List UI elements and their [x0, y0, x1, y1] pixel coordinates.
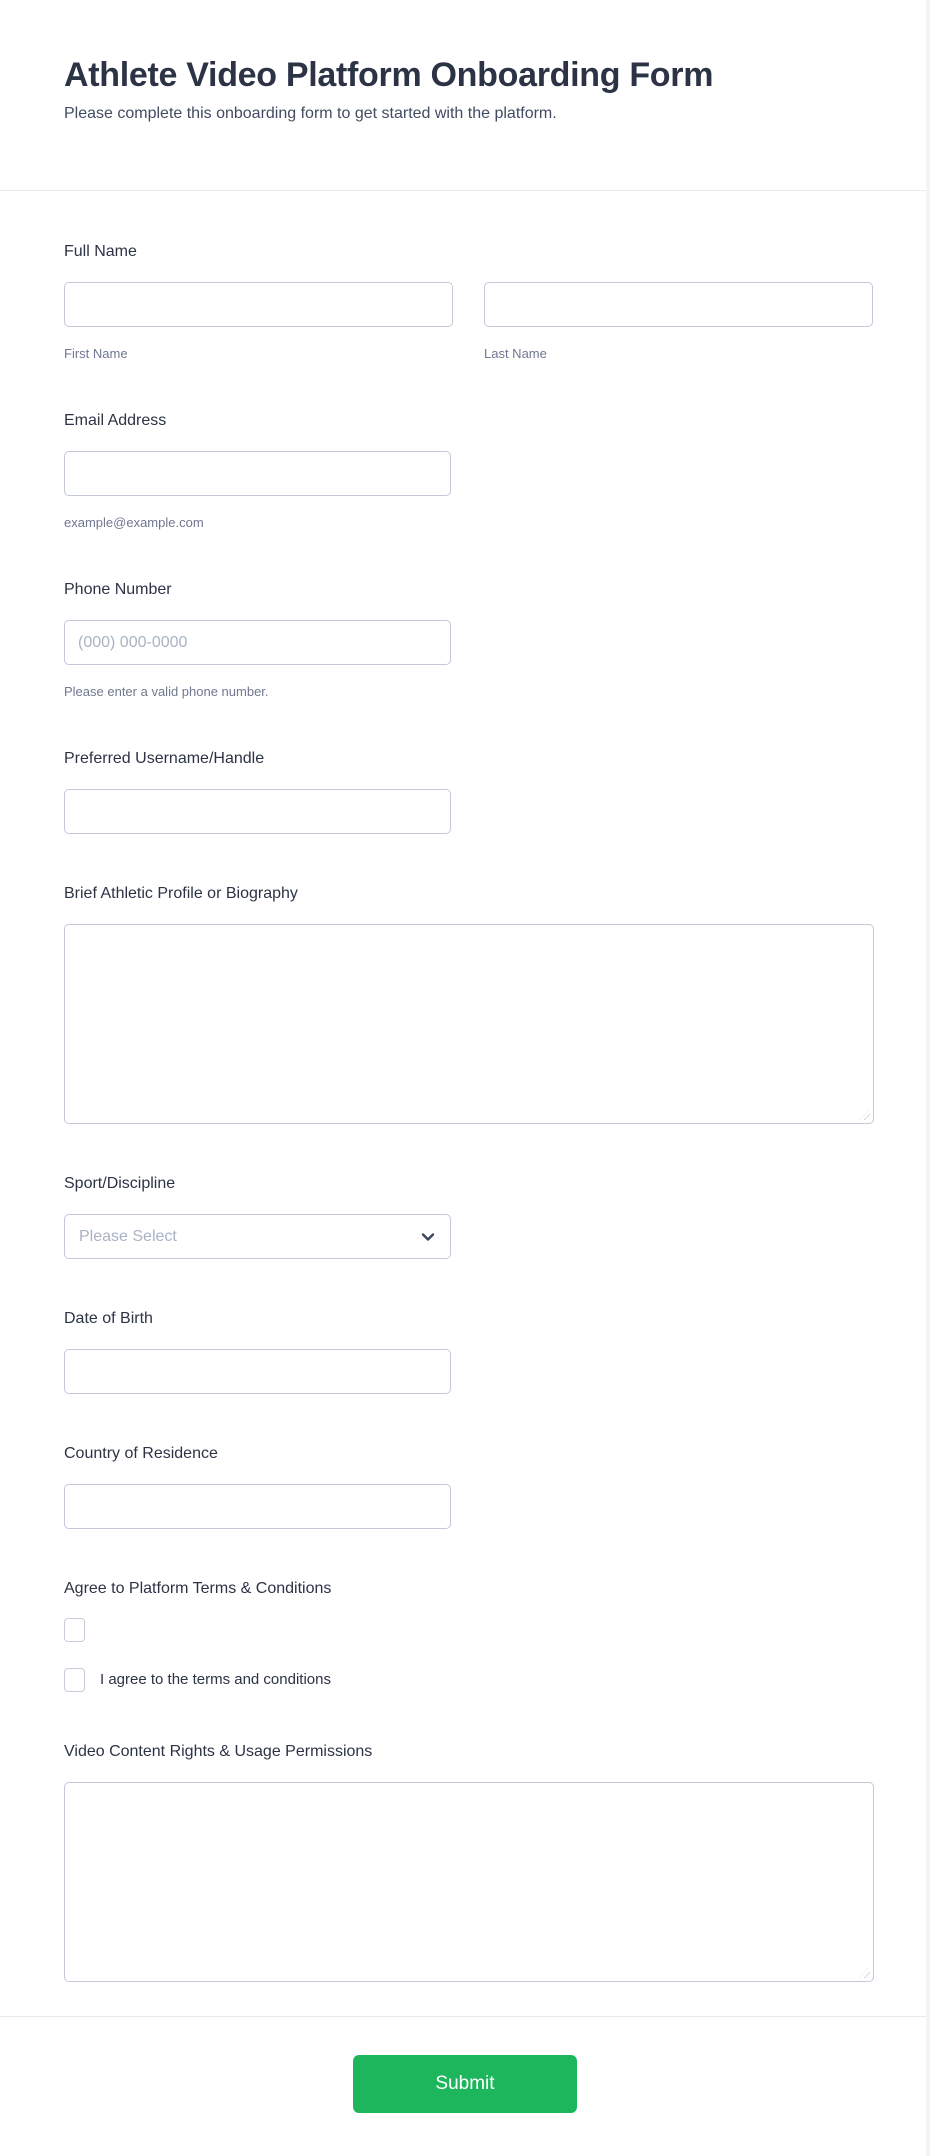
dob-input[interactable]: [64, 1349, 451, 1394]
terms-agree-row: [64, 1668, 874, 1692]
first-name-sublabel: First Name: [64, 346, 128, 361]
last-name-input[interactable]: [484, 282, 873, 327]
dob-label: Date of Birth: [64, 1310, 153, 1327]
form-footer: [0, 2017, 930, 2156]
first-name-column: [64, 282, 453, 361]
submit-button[interactable]: Submit: [353, 2055, 577, 2113]
agree-checkbox-label: I agree to the terms and conditions: [100, 1671, 331, 1688]
bio-textarea-wrap: [64, 924, 874, 1124]
video-rights-textarea-wrap: [64, 1782, 874, 1982]
terms-label: Agree to Platform Terms & Conditions: [64, 1580, 332, 1597]
first-name-input[interactable]: [64, 282, 453, 327]
form-subtitle: Please complete this onboarding form to get started with the platform.: [64, 105, 557, 122]
country-input[interactable]: [64, 1484, 451, 1529]
field-full-name: [64, 242, 874, 361]
sport-select-value: Please Select: [79, 1227, 177, 1245]
field-terms: [64, 1579, 874, 1692]
form-body: [0, 191, 930, 2016]
full-name-row: [64, 282, 874, 361]
full-name-label: Full Name: [64, 243, 137, 260]
phone-input[interactable]: [64, 620, 451, 665]
country-label: Country of Residence: [64, 1445, 218, 1462]
email-input[interactable]: [64, 451, 451, 496]
username-label: Preferred Username/Handle: [64, 750, 265, 767]
scrollbar[interactable]: [926, 0, 930, 2156]
page-title: Athlete Video Platform Onboarding Form: [64, 56, 714, 94]
bio-textarea[interactable]: [64, 924, 874, 1124]
field-sport: [64, 1174, 874, 1259]
field-username: [64, 749, 874, 834]
email-sublabel: example@example.com: [64, 515, 204, 530]
chevron-down-icon: [420, 1229, 436, 1245]
email-label: Email Address: [64, 412, 167, 429]
agree-checkbox[interactable]: [64, 1668, 85, 1692]
username-input[interactable]: [64, 789, 451, 834]
last-name-column: [484, 282, 873, 361]
field-country: [64, 1444, 874, 1529]
bio-label: Brief Athletic Profile or Biography: [64, 885, 298, 902]
sport-select[interactable]: [64, 1214, 451, 1259]
field-email: [64, 411, 874, 530]
field-bio: [64, 884, 874, 1124]
terms-checkbox[interactable]: [64, 1618, 85, 1642]
form-header: [0, 0, 930, 191]
field-dob: [64, 1309, 874, 1394]
phone-sublabel: Please enter a valid phone number.: [64, 684, 269, 699]
field-phone: [64, 580, 874, 699]
phone-label: Phone Number: [64, 581, 172, 598]
sport-label: Sport/Discipline: [64, 1175, 176, 1192]
video-rights-textarea[interactable]: [64, 1782, 874, 1982]
field-video-rights: [64, 1742, 874, 1982]
video-rights-label: Video Content Rights & Usage Permissions: [64, 1743, 373, 1760]
last-name-sublabel: Last Name: [484, 346, 547, 361]
